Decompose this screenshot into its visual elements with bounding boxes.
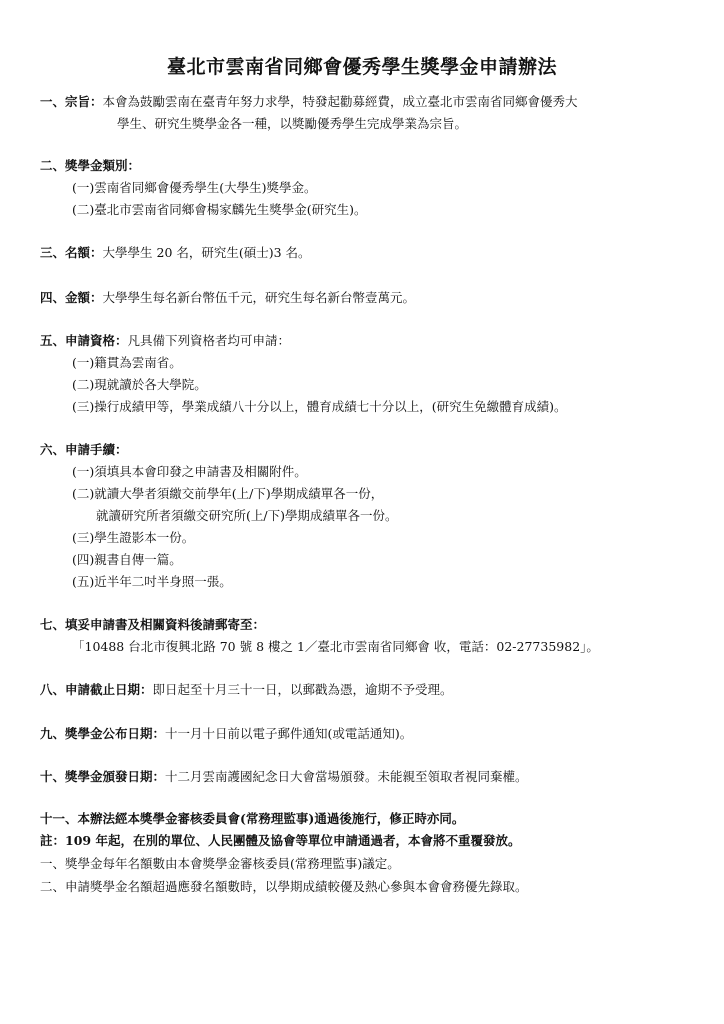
section-9 [40,726,412,742]
section-1-text-line1: 本會為鼓勵雲南在臺青年努力求學，特發起勸募經費，成立臺北市雲南省同鄉會優秀大 [102,94,578,109]
section-8-text: 即日起至十月三十一日，以郵戳為憑，逾期不予受理。 [152,682,453,697]
note-item-1: 一、獎學金每年名額數由本會獎學金審核委員(常務理監事)議定。 [40,856,400,871]
document-title: 臺北市雲南省同鄉會優秀學生獎學金申請辦法 [166,56,557,78]
section-5-item-3: (三)操行成績甲等，學業成績八十分以上，體育成績七十分以上，(研究生免繳體育成績)。 [72,399,567,414]
section-5-item-2: (二)現就讀於各大學院。 [72,377,207,392]
section-8-heading: 八、申請截止日期： [40,682,153,697]
section-7-heading: 七、填妥申請書及相關資料後請郵寄至： [40,617,266,632]
note [40,833,520,849]
section-6-item-1: (一)須填具本會印發之申請書及相關附件。 [72,464,307,479]
section-6-item-2-cont: 就讀研究所者須繳交研究所(上/下)學期成績單各一份。 [96,508,398,523]
section-7-address: 「10488 台北市復興北路 70 號 8 樓之 1／臺北市雲南省同鄉會 收，電話：02-27735982」。 [72,639,599,654]
section-5 [40,333,290,349]
section-4 [40,290,415,306]
section-9-heading: 九、獎學金公布日期： [40,726,166,741]
section-11-text: 十一、本辦法經本獎學金審核委員會(常務理監事)通過後施行，修正時亦同。 [40,811,465,826]
section-1-heading: 一、宗旨： [40,94,103,109]
section-10-heading: 十、獎學金頒發日期： [40,769,166,784]
section-1 [40,94,578,110]
section-9-text: 十一月十日前以電子郵件通知(或電話通知)。 [165,726,413,741]
section-4-text: 大學學生每名新台幣伍千元，研究生每名新台幣壹萬元。 [102,290,416,305]
section-2-heading: 二、獎學金類別： [40,158,141,173]
section-8 [40,682,453,698]
note-heading: 註： [40,833,66,848]
section-3 [40,245,311,261]
section-1-text-line2: 學生、研究生獎學金各一種，以獎勵優秀學生完成學業為宗旨。 [117,116,468,131]
note-text: 109 年起，在別的單位、人民團體及協會等單位申請通過者，本會將不重覆發放。 [65,833,521,848]
note-item-2: 二、申請獎學金名額超過應發名額數時，以學期成績較優及熱心參與本會會務優先錄取。 [40,879,528,894]
section-6-item-2: (二)就讀大學者須繳交前學年(上/下)學期成績單各一份， [72,486,384,501]
section-3-heading: 三、名額： [40,245,103,260]
section-4-heading: 四、金額： [40,290,103,305]
section-6-heading: 六、申請手續： [40,442,128,457]
section-5-item-1: (一)籍貫為雲南省。 [72,355,182,370]
section-6-item-5: (五)近半年二吋半身照一張。 [72,574,232,589]
section-6-item-4: (四)親書自傳一篇。 [72,552,182,567]
section-10 [40,769,528,785]
section-2-item-1: (一)雲南省同鄉會優秀學生(大學生)獎學金。 [72,180,317,195]
section-2-item-2: (二)臺北市雲南省同鄉會楊家麟先生獎學金(研究生)。 [72,202,367,217]
section-5-text: 凡具備下列資格者均可申請： [127,333,291,348]
section-6-item-3: (三)學生證影本一份。 [72,530,195,545]
section-5-heading: 五、申請資格： [40,333,128,348]
section-10-text: 十二月雲南護國紀念日大會當場頒發。未能親至領取者視同棄權。 [165,769,528,784]
section-3-text: 大學學生 20 名，研究生(碩士)3 名。 [102,245,311,260]
